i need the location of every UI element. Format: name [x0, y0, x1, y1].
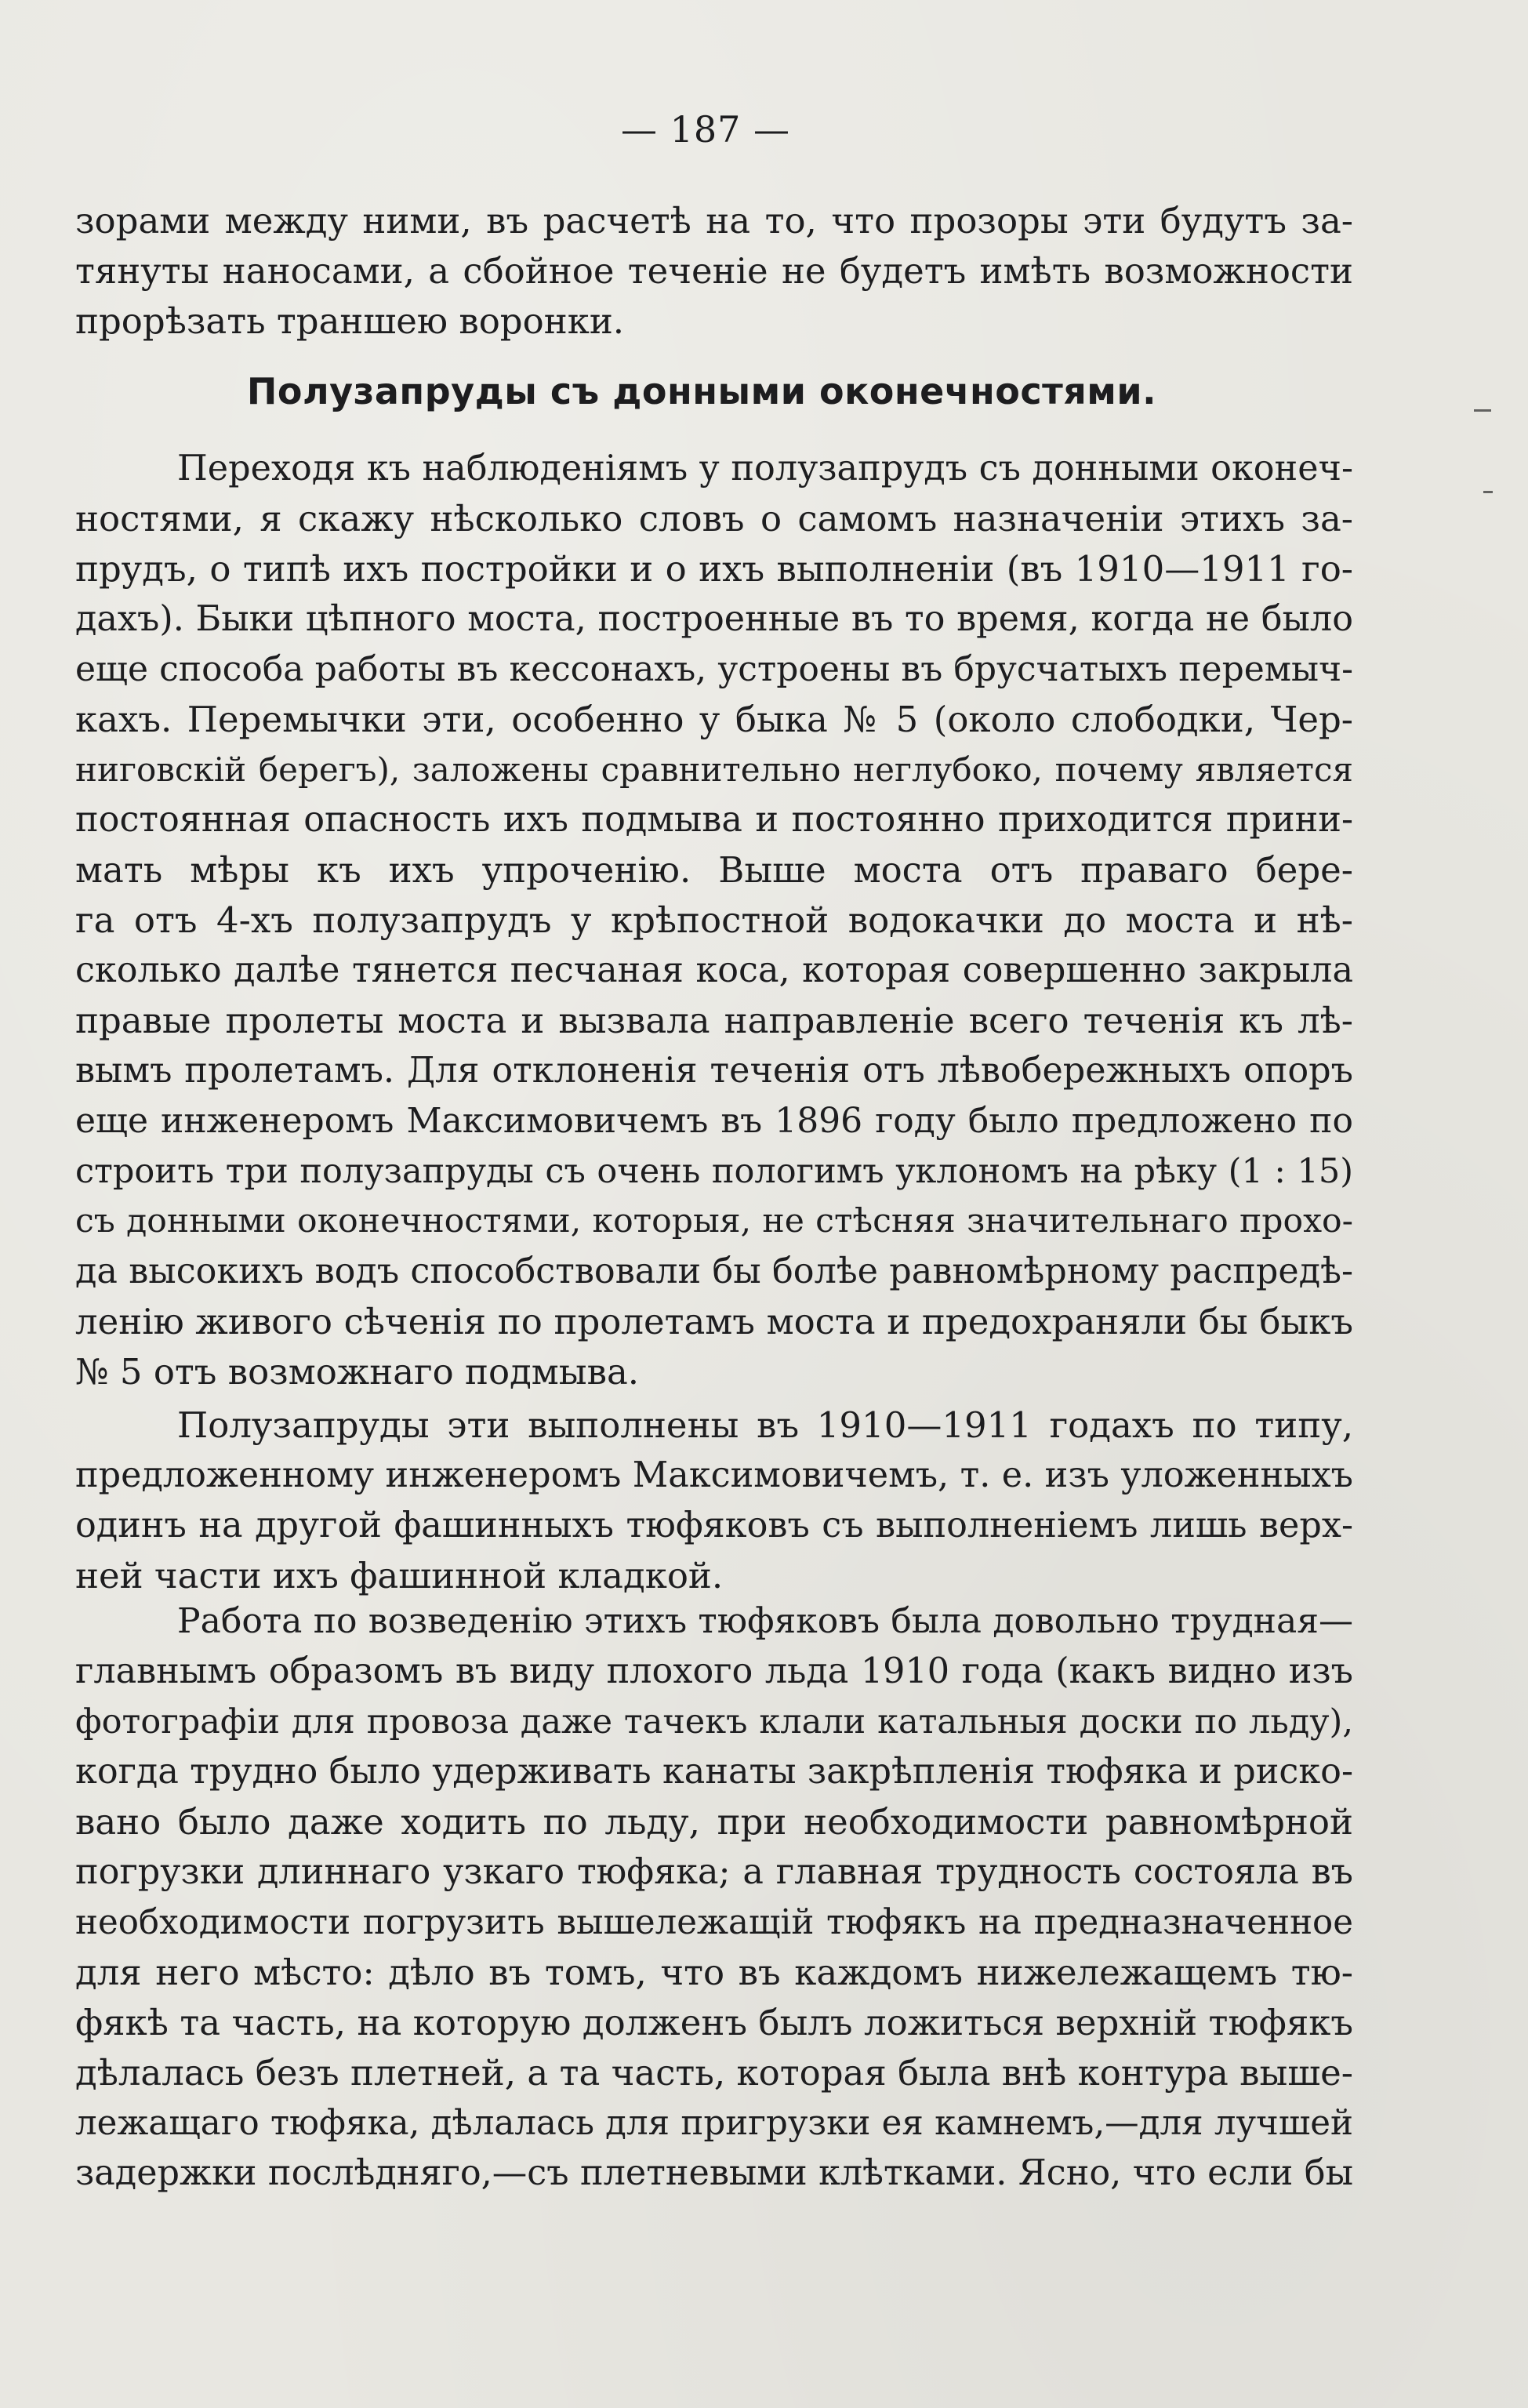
paragraph-2	[75, 1400, 1353, 1601]
margin-tick-mark	[1474, 409, 1491, 412]
intro-text	[75, 196, 1353, 347]
text-line: правые пролеты моста и вызвала направленіе всего теченія къ лѣ-	[75, 1000, 1353, 1041]
text-line: для него мѣсто: дѣло въ томъ, что въ каждомъ нижележащемъ тю-	[75, 1952, 1353, 1993]
text-line: вано было даже ходить по льду, при необходимости равномѣрной	[75, 1801, 1353, 1843]
text-line: еще инженеромъ Максимовичемъ въ 1896 году было предложено по	[75, 1101, 1353, 1141]
text-line: тянуты наносами, а сбойное теченіе не будетъ имѣть возможности	[75, 250, 1353, 292]
text-line: Полузапруды эти выполнены въ 1910—1911 годахъ по типу,	[177, 1404, 1353, 1446]
text-line: ленію живого сѣченія по пролетамъ моста и предохраняли бы быкъ	[75, 1301, 1353, 1342]
text-line: одинъ на другой фашинныхъ тюфяковъ съ выполненіемъ лишь верх-	[75, 1505, 1353, 1545]
paragraph-3	[75, 1596, 1353, 2199]
text-line: прудъ, о типѣ ихъ постройки и о ихъ выполненіи (въ 1910—1911 го-	[75, 548, 1353, 590]
text-line: дахъ). Быки цѣпного моста, построенные въ то время, когда не было	[75, 599, 1353, 639]
text-line: съ донными оконечностями, которыя, не стѣсняя значительнаго прохо-	[75, 1202, 1353, 1240]
text-line: га отъ 4-хъ полузапрудъ у крѣпостной водокачки до моста и нѣ-	[75, 899, 1353, 941]
text-line: необходимости погрузить вышележащій тюфякъ на предназначенное	[75, 1903, 1353, 1942]
text-line: вымъ пролетамъ. Для отклоненія теченія отъ лѣвобережныхъ опоръ	[75, 1051, 1353, 1091]
text-line: предложенному инженеромъ Максимовичемъ, т. е. изъ уложенныхъ	[75, 1455, 1353, 1495]
text-line: строить три полузапруды съ очень пологимъ уклономъ на рѣку (1 : 15)	[75, 1152, 1353, 1191]
text-line: да высокихъ водъ способствовали бы болѣе равномѣрному распредѣ-	[75, 1251, 1353, 1291]
text-line: дѣлалась безъ плетней, а та часть, которая была внѣ контура выше-	[75, 2052, 1353, 2094]
text-line: главнымъ образомъ въ виду плохого льда 1910 года (какъ видно изъ	[75, 1651, 1353, 1691]
text-line: фякѣ та часть, на которую долженъ былъ ложиться верхній тюфякъ	[75, 2002, 1353, 2043]
text-line: зорами между ними, въ расчетѣ на то, что прозоры эти будутъ за-	[75, 200, 1353, 242]
text-line: ниговскій берегъ), заложены сравнительно неглубоко, почему является	[75, 750, 1353, 789]
page-number: — 187 —	[620, 108, 791, 151]
text-line: ностями, я скажу нѣсколько словъ о самомъ назначеніи этихъ за-	[75, 498, 1353, 539]
text-line: постоянная опасность ихъ подмыва и постоянно приходится прини-	[75, 800, 1353, 840]
margin-tick-mark	[1483, 491, 1493, 493]
text-line: Переходя къ наблюденіямъ у полузапрудъ съ донными оконеч-	[177, 449, 1353, 489]
text-line: задержки послѣдняго,—съ плетневыми клѣтками. Ясно, что если бы	[75, 2153, 1353, 2193]
paragraph-1	[75, 444, 1353, 1397]
text-line: когда трудно было удерживать канаты закрѣпленія тюфяка и риско-	[75, 1752, 1353, 1792]
text-line: № 5 отъ возможнаго подмыва.	[75, 1351, 640, 1393]
text-line: сколько далѣе тянется песчаная коса, которая совершенно закрыла	[75, 950, 1353, 990]
text-line: погрузки длиннаго узкаго тюфяка; а главная трудность состояла въ	[75, 1852, 1353, 1892]
text-line: ней части ихъ фашинной кладкой.	[75, 1555, 724, 1596]
text-line: лежащаго тюфяка, дѣлалась для пригрузки ея камнемъ,—для лучшей	[75, 2104, 1353, 2143]
text-line: мать мѣры къ ихъ упроченію. Выше моста отъ праваго бере-	[75, 849, 1353, 891]
text-line: кахъ. Перемычки эти, особенно у быка № 5 (около слободки, Чер-	[75, 699, 1353, 740]
section-heading: Полузапруды съ донными оконечностями.	[246, 370, 1157, 412]
text-line: фотографіи для провоза даже тачекъ клали катальныя доски по льду),	[75, 1702, 1353, 1742]
text-line: Работа по возведенію этихъ тюфяковъ была довольно трудная—	[177, 1601, 1353, 1641]
text-line: прорѣзать траншею воронки.	[75, 300, 625, 342]
text-line: еще способа работы въ кессонахъ, устроены въ брусчатыхъ перемыч-	[75, 649, 1353, 689]
